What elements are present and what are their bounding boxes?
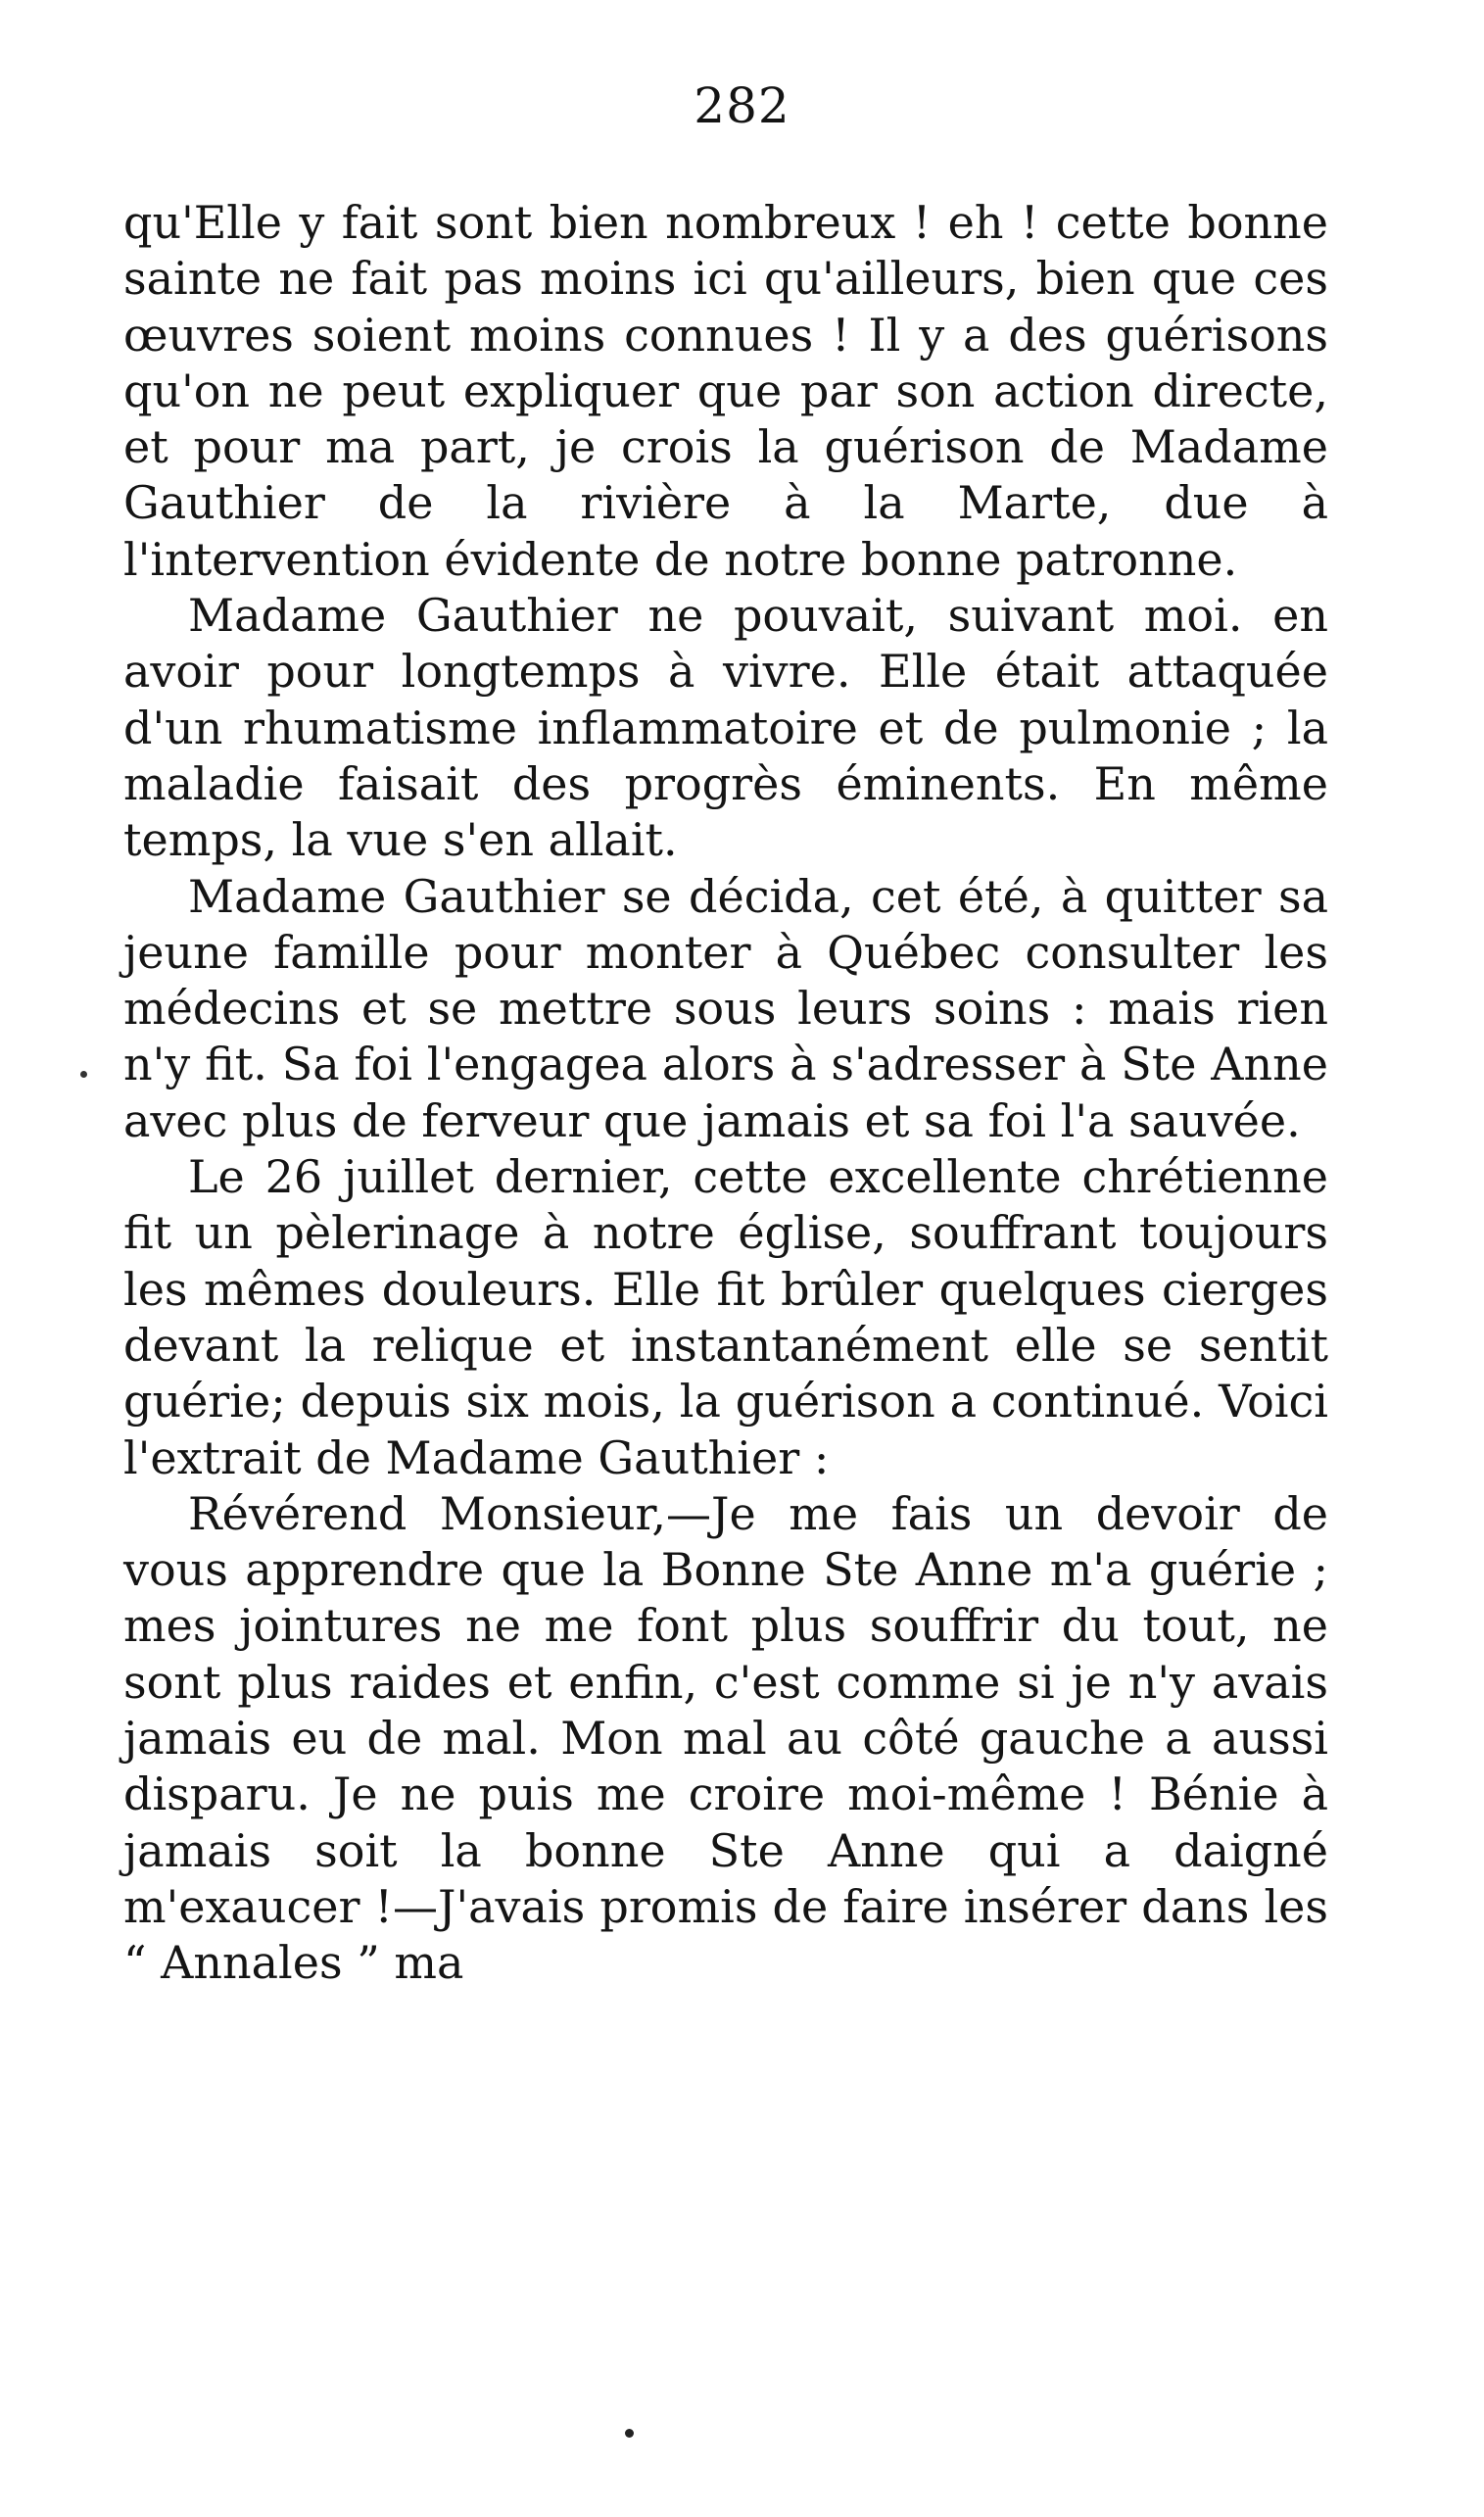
paragraph-4: Le 26 juillet dernier, cette excellente chrétienne fit un pèlerinage à notre église, souffrant toujours les mêmes douleurs. Elle fit brûler quelques cierges devant la relique et instantanément elle se sentit guérie; depuis six mois, la guérison a continué. Voici l'extrait de Madame Gauthier : [123, 1150, 1328, 1484]
paragraph-3: Madame Gauthier se décida, cet été, à quitter sa jeune famille pour monter à Québec consulter les médecins et se mettre sous leurs soins : mais rien n'y fit. Sa foi l'engagea alors à s'adresser à Ste Anne avec plus de ferveur que jamais et sa foi l'a sauvée. [123, 869, 1328, 1147]
margin-speck [80, 1071, 87, 1078]
paragraph-5: Révérend Monsieur,—Je me fais un devoir de vous apprendre que la Bonne Ste Anne m'a guérie ; mes jointures ne me font plus souffrir du tout, ne sont plus raides et enfin, c'est comme si je n'y avais jamais eu de mal. Mon mal au côté gauche a aussi disparu. Je ne puis me croire moi-même ! Bénie à jamais soit la bonne Ste Anne qui a daigné m'exaucer !—J'avais promis de faire insérer dans les “ Annales ” ma [123, 1486, 1328, 1990]
bottom-speck [625, 2429, 634, 2438]
page-number: 282 [694, 77, 790, 134]
paragraph-1: qu'Elle y fait sont bien nombreux ! eh ! cette bonne sainte ne fait pas moins ici qu'ailleurs, bien que ces œuvres soient moins connues ! Il y a des guérisons qu'on ne peut expliquer que par son action directe, et pour ma part, je crois la guérison de Madame Gauthier de la rivière à la Marte, due à l'intervention évidente de notre bonne patronne. [123, 196, 1328, 586]
body-text [123, 195, 1328, 1992]
paragraph-2: Madame Gauthier ne pouvait, suivant moi. en avoir pour longtemps à vivre. Elle était attaquée d'un rhumatisme inflammatoire et de pulmonie ; la maladie faisait des progrès éminents. En même temps, la vue s'en allait. [123, 589, 1328, 867]
